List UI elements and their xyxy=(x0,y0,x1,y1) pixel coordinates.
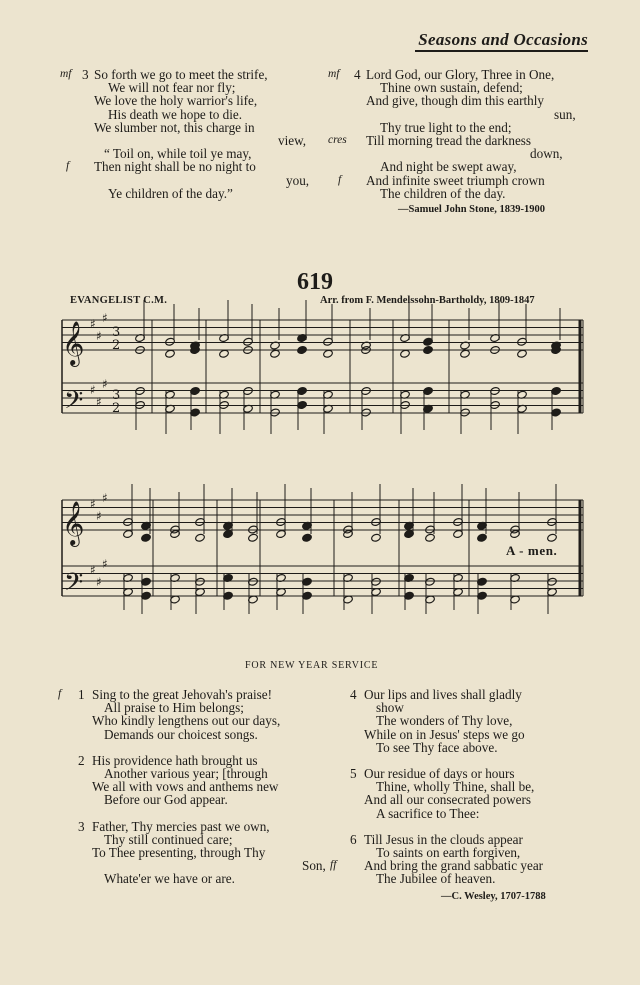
verse-line xyxy=(330,688,600,701)
verse-text: A sacrifice to Thee: xyxy=(376,805,480,821)
verse-text: His providence hath brought us xyxy=(92,752,258,768)
verse-text: Then night shall be no night to xyxy=(94,159,256,175)
note-head-icon xyxy=(323,349,334,358)
arranger-credit: Arr. from F. Mendelssohn-Bartholdy, 1809-1847 xyxy=(320,295,535,306)
verse-line xyxy=(330,833,600,846)
hymn-number: 619 xyxy=(297,269,333,295)
bottom-attribution: —C. Wesley, 1707-1788 xyxy=(441,891,546,902)
time-signature-icon: 3 xyxy=(112,388,121,403)
verse-text: show xyxy=(376,700,404,716)
note-head-icon xyxy=(400,349,411,358)
sharp-icon: ♯ xyxy=(102,557,108,571)
verse-text: Our lips and lives shall gladly xyxy=(364,687,522,702)
bass-clef-icon: 𝄢 xyxy=(64,386,84,421)
dynamic-mark: mf xyxy=(328,68,340,80)
verse-line xyxy=(58,754,328,767)
note-head-icon xyxy=(547,533,558,542)
time-signature-icon: 2 xyxy=(112,401,121,416)
verse-text: We will not fear nor fly; xyxy=(108,80,236,96)
note-head-icon xyxy=(423,345,434,354)
sharp-icon: ♯ xyxy=(90,563,96,577)
verse-text: Thy true light to the end; xyxy=(380,119,512,135)
verse-number: 5 xyxy=(350,765,357,781)
verse-text: Another various year; [through xyxy=(104,765,268,781)
dynamic-mark: f xyxy=(338,173,342,186)
verse-text: Son, xyxy=(302,858,326,874)
top-attribution: —Samuel John Stone, 1839-1900 xyxy=(398,204,546,215)
verse-text: To Thee presenting, through Thy xyxy=(92,844,266,860)
verse-text: And infinite sweet triumph crown xyxy=(366,172,545,188)
note-head-icon xyxy=(517,349,528,358)
verse-text: Demands our choicest songs. xyxy=(104,726,258,742)
sharp-icon: ♯ xyxy=(90,383,96,397)
note-head-icon xyxy=(371,533,382,542)
verse-text: The Jubilee of heaven. xyxy=(376,871,496,887)
verse-text: Ye children of the day.” xyxy=(108,185,233,201)
verse-text: Lord God, our Glory, Three in One, xyxy=(366,67,555,82)
verse-line xyxy=(330,741,600,754)
verse-number: 4 xyxy=(354,67,361,82)
verse-text: The children of the day. xyxy=(380,185,506,201)
verse-text: you, xyxy=(286,172,310,188)
verse-text: And bring the grand sabbatic year xyxy=(364,858,544,874)
verse-text: So forth we go to meet the strife, xyxy=(94,67,268,82)
note-head-icon xyxy=(460,349,471,358)
dynamic-mark: ff xyxy=(330,859,337,872)
time-signature-icon: 3 xyxy=(112,325,121,340)
verse-text: To saints on earth forgiven, xyxy=(376,844,521,860)
verse-text: Thine, wholly Thine, shall be, xyxy=(376,779,535,795)
verse-text: While on in Jesus' steps we go xyxy=(364,726,525,742)
verse-text: down, xyxy=(530,146,563,162)
verse-line xyxy=(58,820,328,833)
sharp-icon: ♯ xyxy=(102,377,108,391)
verse-text: And night be swept away, xyxy=(380,159,517,175)
verse-text: We slumber not, this charge in xyxy=(94,119,255,135)
verse-number: 6 xyxy=(350,831,357,847)
verse-text: Thine own sustain, defend; xyxy=(380,80,523,96)
verse-line xyxy=(330,714,600,727)
section-title: Seasons and Occasions xyxy=(418,30,588,49)
treble-clef-icon: 𝄞 xyxy=(62,501,85,545)
verse-text: The wonders of Thy love, xyxy=(376,713,513,729)
verse-line xyxy=(58,728,328,741)
verse-text: view, xyxy=(278,132,307,148)
sharp-icon: ♯ xyxy=(96,575,102,589)
verse-text: Till morning tread the darkness xyxy=(366,132,532,148)
verse-text: Whate'er we have or are. xyxy=(104,871,235,887)
verse-number: 2 xyxy=(78,752,85,768)
verses-left-column xyxy=(58,688,328,898)
verse-text: Father, Thy mercies past we own, xyxy=(92,818,270,834)
bass-clef-icon: 𝄢 xyxy=(64,568,84,603)
verse-line xyxy=(58,846,328,859)
verse-text: “ Toil on, while toil ye may, xyxy=(104,146,252,162)
amen-label: A - men. xyxy=(506,543,558,558)
note-head-icon xyxy=(141,533,152,542)
verse-text: Thy still continued care; xyxy=(104,831,233,847)
verse-text: sun, xyxy=(554,106,576,122)
time-signature-icon: 2 xyxy=(112,338,121,353)
note-head-icon xyxy=(425,533,436,542)
note-head-icon xyxy=(302,533,313,542)
verse-text: Our residue of days or hours xyxy=(364,765,515,781)
dynamic-mark: f xyxy=(66,160,70,173)
note-head-icon xyxy=(195,533,206,542)
verse-line xyxy=(330,872,600,885)
verse-text: To see Thy face above. xyxy=(376,739,498,755)
dynamic-mark: mf xyxy=(60,68,72,80)
dynamic-mark: cres xyxy=(328,133,347,146)
verse-text: And give, though dim this earthly xyxy=(366,93,545,109)
verse-number: 3 xyxy=(78,818,85,834)
sharp-icon: ♯ xyxy=(102,311,108,325)
note-head-icon xyxy=(297,345,308,354)
note-head-icon xyxy=(219,349,230,358)
tune-name: EVANGELIST C.M. xyxy=(70,295,168,306)
sharp-icon: ♯ xyxy=(90,317,96,331)
verses-right-column xyxy=(330,688,600,898)
verse-line xyxy=(330,793,600,806)
verse-text: Sing to the great Jehovah's praise! xyxy=(92,687,272,702)
verse-text: Who kindly lengthens out our days, xyxy=(92,713,281,729)
service-heading: FOR NEW YEAR SERVICE xyxy=(245,660,379,671)
sharp-icon: ♯ xyxy=(96,395,102,409)
verse-text: His death we hope to die. xyxy=(108,106,243,122)
note-head-icon xyxy=(477,533,488,542)
note-head-icon xyxy=(165,349,176,358)
treble-clef-icon: 𝄞 xyxy=(62,321,85,365)
dynamic-mark: f xyxy=(58,688,62,700)
sharp-icon: ♯ xyxy=(102,491,108,505)
verse-line xyxy=(58,793,328,806)
verse-text: Before our God appear. xyxy=(104,792,228,808)
verse-line xyxy=(58,872,328,885)
note-head-icon xyxy=(270,349,281,358)
verse-line xyxy=(58,833,328,846)
verse-line xyxy=(330,728,600,741)
sharp-icon: ♯ xyxy=(90,497,96,511)
note-head-icon xyxy=(248,533,259,542)
verse-text: We all with vows and anthems new xyxy=(92,779,279,795)
verse-number: 1 xyxy=(78,687,85,702)
sharp-icon: ♯ xyxy=(96,509,102,523)
sharp-icon: ♯ xyxy=(96,329,102,343)
verse-text: Till Jesus in the clouds appear xyxy=(364,831,523,847)
verse-line xyxy=(58,714,328,727)
verse-number: 3 xyxy=(82,67,89,82)
verse-line xyxy=(330,807,600,820)
verse-text: And all our consecrated powers xyxy=(364,792,531,808)
verse-number: 4 xyxy=(350,687,357,702)
verse-text: We love the holy warrior's life, xyxy=(94,93,258,109)
verse-text: All praise to Him belongs; xyxy=(104,700,244,716)
